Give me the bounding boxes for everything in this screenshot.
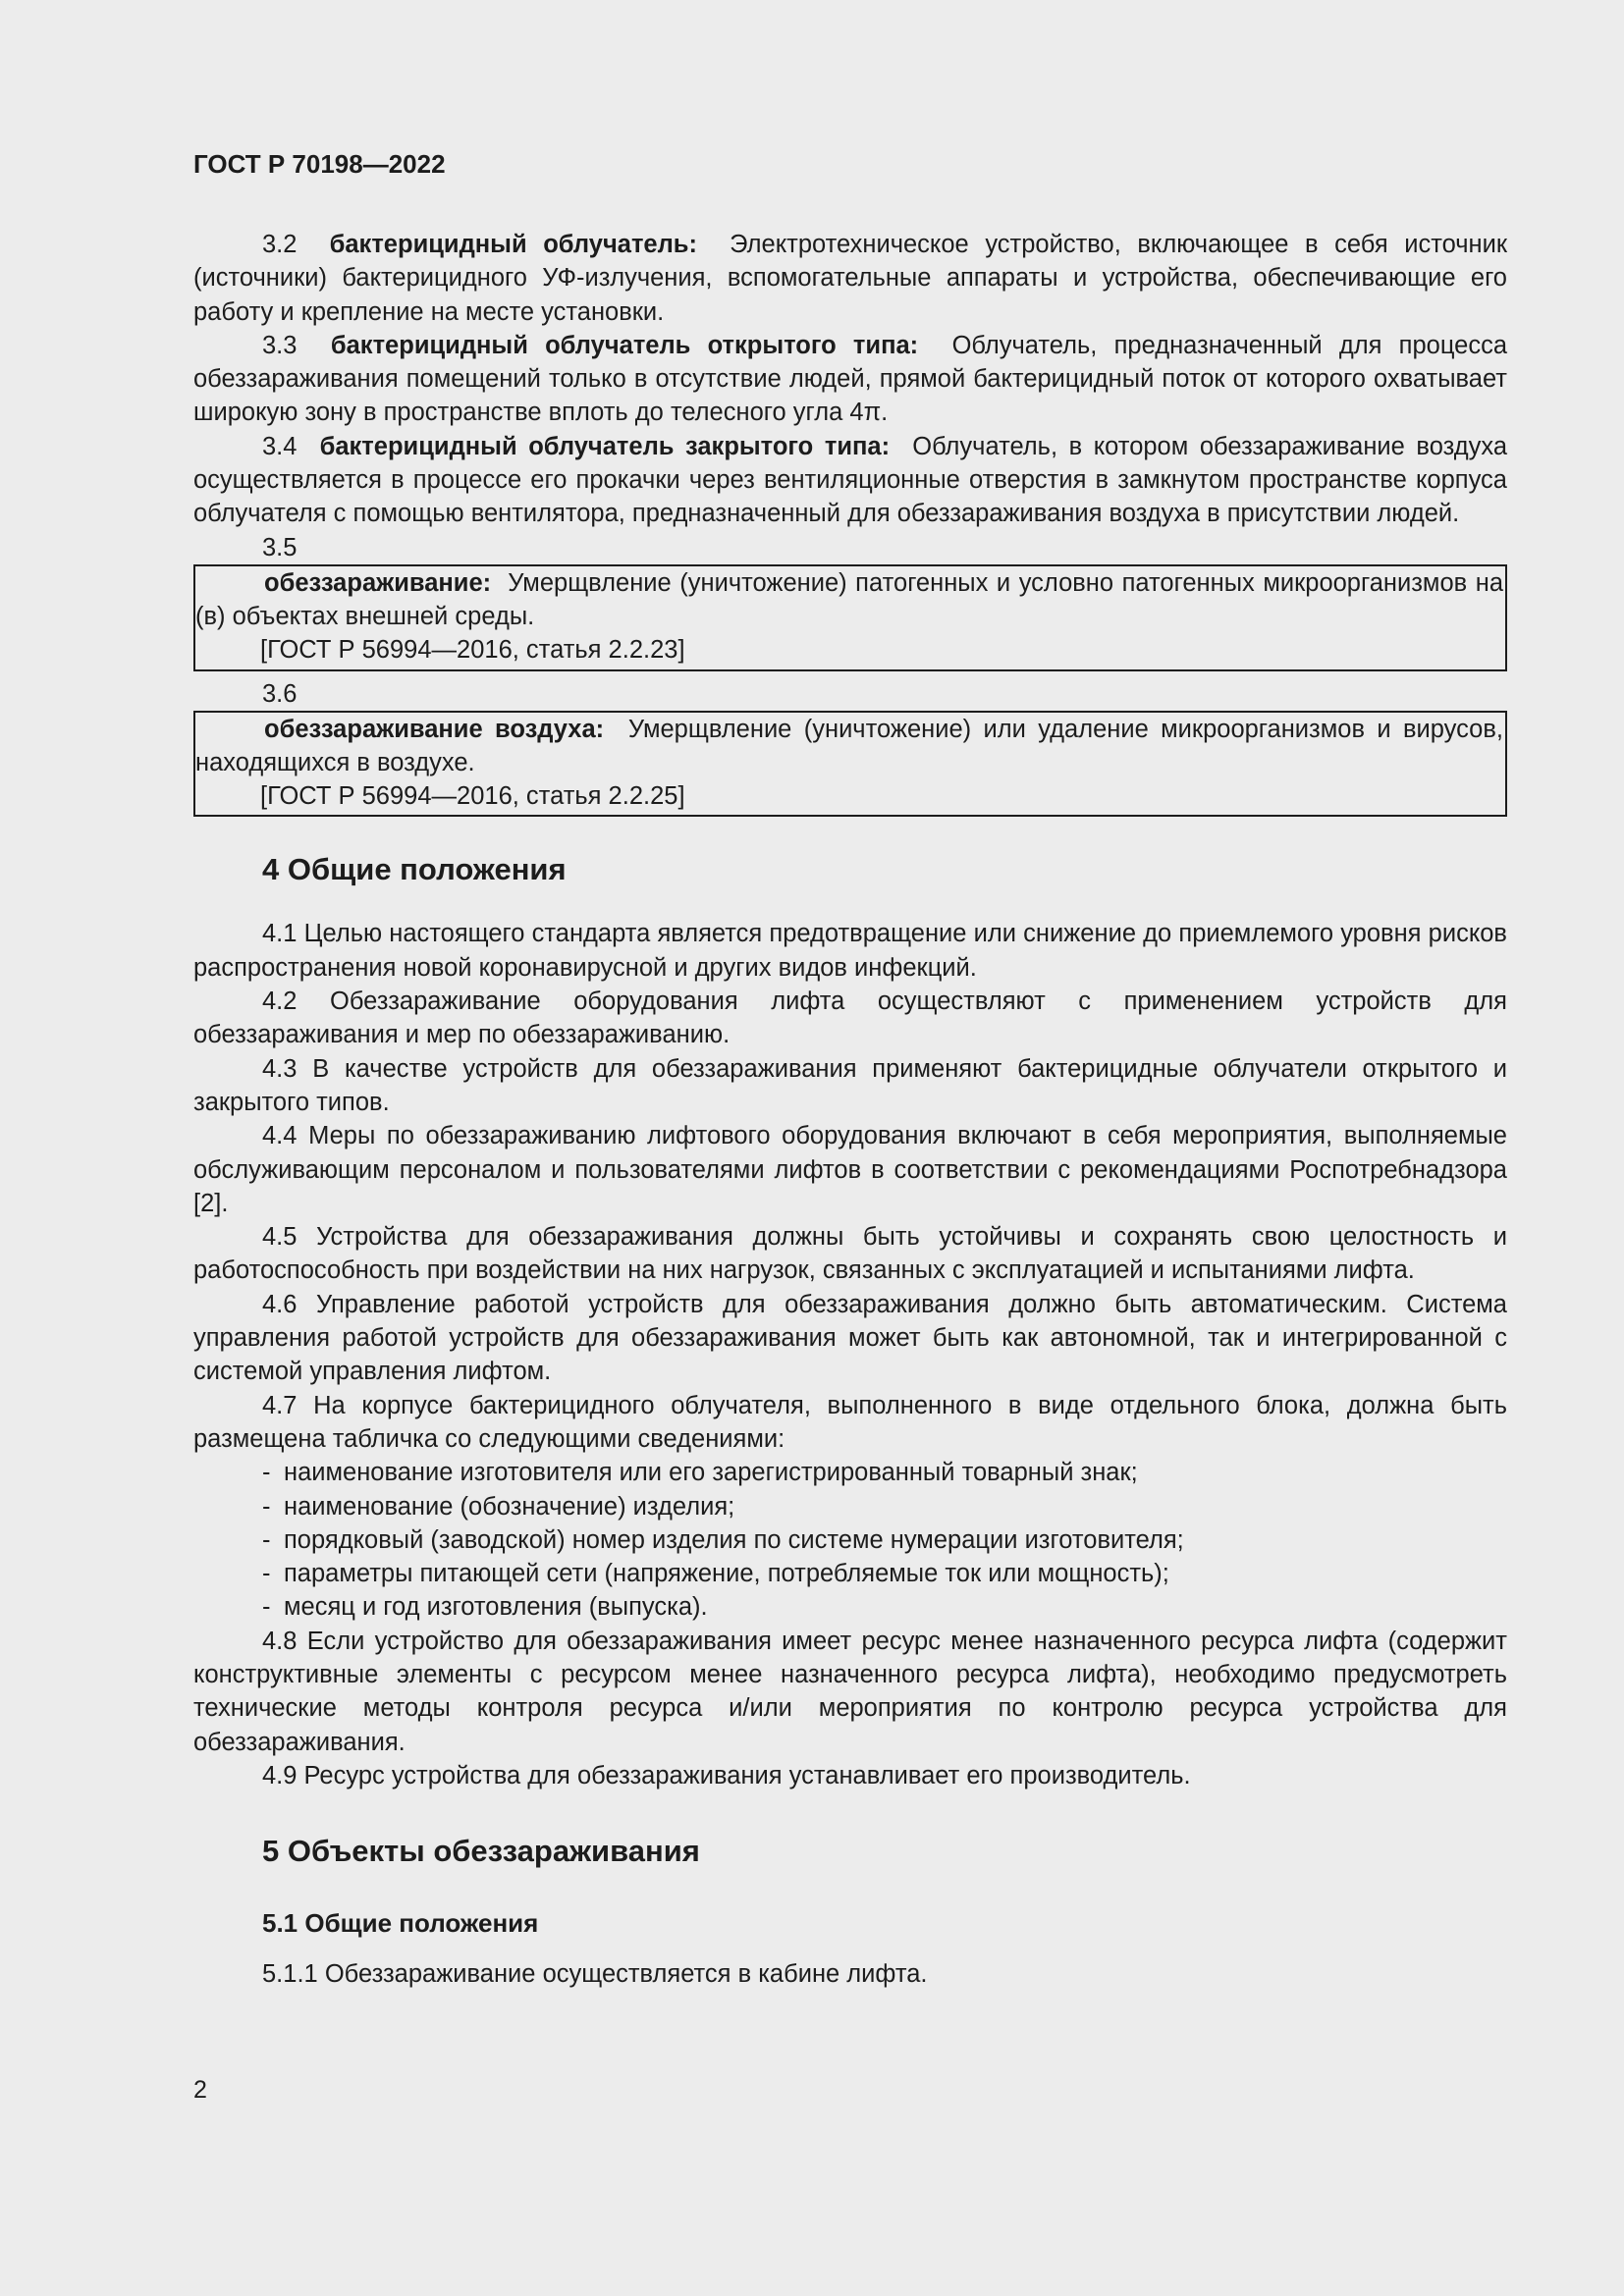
- term-3-3: [193, 329, 1507, 430]
- clause-text: Управление работой устройств для обеззараживания должно быть автоматическим. Система управления работой устройств для обеззараживания может быть как автономной, так и интегрированной с системой управления лифтом.: [193, 1290, 1507, 1386]
- clause-number: 3.2: [262, 231, 298, 258]
- clause-4-2: [193, 985, 1507, 1052]
- clause-4-8: [193, 1625, 1507, 1759]
- term-source: [ГОСТ Р 56994—2016, статья 2.2.23]: [260, 636, 685, 665]
- term-box-3-6: [193, 711, 1507, 818]
- clause-text: Устройства для обеззараживания должны быть устойчивы и сохранять свою целостность и работоспособность при воздействии на них нагрузок, связанных с эксплуатацией и испытаниями лифта.: [193, 1223, 1507, 1285]
- clause-4-6: [193, 1288, 1507, 1389]
- list-item-text: параметры питающей сети (напряжение, потребляемые ток или мощность);: [284, 1560, 1169, 1588]
- clause-number: 4.5: [262, 1223, 298, 1252]
- term-name: бактерицидный облучатель открытого типа:: [330, 331, 919, 359]
- section-heading-4: 4 Общие положения: [262, 852, 567, 887]
- clause-text: В качестве устройств для обеззараживания применяют бактерицидные облучатели открытого и закрытого типов.: [193, 1054, 1508, 1116]
- clause-text: На корпусе бактерицидного облучателя, выполненного в виде отдельного блока, должна быть размещена табличка со следующими сведениями:: [193, 1391, 1507, 1453]
- clause-number: 4.2: [262, 988, 298, 1016]
- clause-4-9: [193, 1759, 1507, 1792]
- clause-4-1: [193, 917, 1507, 985]
- clause-number: 3.6: [262, 679, 298, 708]
- term-definition: Умерщвление (уничтожение) патогенных и условно патогенных микроорганизмов на (в) объектах внешней среды.: [195, 568, 1503, 630]
- list-dash: -: [262, 1459, 271, 1487]
- section-heading-5: 5 Объекты обеззараживания: [262, 1834, 700, 1869]
- clause-number: 5.1.1: [262, 1960, 318, 1989]
- term-box-3-5: [193, 564, 1507, 671]
- clause-number: 4.4: [262, 1122, 298, 1150]
- clause-5-1-1: [193, 1957, 1507, 1991]
- clause-number: 4.8: [262, 1627, 298, 1655]
- page-number: 2: [193, 2076, 207, 2104]
- term-definition: Облучатель, в котором обеззараживание воздуха осуществляется в процессе его прокачки через вентиляционные отверстия в замкнутом пространстве корпуса облучателя с помощью вентилятора, предназначенный для обеззараживания воздуха в присутствии людей.: [193, 432, 1507, 528]
- list-item: [262, 1490, 1507, 1523]
- clause-number: 4.7: [262, 1391, 298, 1419]
- clause-number: 4.9: [262, 1761, 298, 1789]
- list-dash: -: [262, 1525, 271, 1554]
- term-definition: Облучатель, предназначенный для процесса обеззараживания помещений только в отсутствие людей, прямой бактерицидный поток от которого охватывает широкую зону в пространстве вплоть до телесного угла 4π.: [193, 331, 1507, 427]
- clause-text: Если устройство для обеззараживания имеет ресурс менее назначенного ресурса лифта (содержит конструктивные элементы с ресурсом менее назначенного ресурса лифта), необходимо предусмотреть технические методы контроля ресурса и/или мероприятия по контролю ресурса устройства для обеззараживания.: [193, 1627, 1507, 1756]
- clause-4-7: [193, 1389, 1507, 1457]
- list-dash: -: [262, 1560, 271, 1588]
- list-item: [262, 1557, 1507, 1590]
- page-content: [193, 139, 1507, 1991]
- term-name: обеззараживание:: [264, 568, 492, 597]
- subsection-heading-5-1: 5.1 Общие положения: [262, 1908, 539, 1939]
- clause-text: Обеззараживание оборудования лифта осуществляют с применением устройств для обеззараживания и мер по обеззараживанию.: [193, 988, 1507, 1049]
- clause-number: 4.1: [262, 920, 298, 948]
- list-item-text: наименование изготовителя или его зарегистрированный товарный знак;: [284, 1459, 1138, 1487]
- clause-number: 3.5: [262, 533, 298, 561]
- list-item-text: порядковый (заводской) номер изделия по системе нумерации изготовителя;: [284, 1525, 1184, 1554]
- list-item: [262, 1590, 1507, 1624]
- list-item-text: месяц и год изготовления (выпуска).: [284, 1593, 708, 1622]
- clause-4-5: [193, 1220, 1507, 1288]
- term-3-2: [193, 228, 1507, 329]
- clause-number: 4.6: [262, 1290, 298, 1318]
- list-item-text: наименование (обозначение) изделия;: [284, 1492, 735, 1521]
- term-definition: Умерщвление (уничтожение) или удаление микроорганизмов и вирусов, находящихся в воздухе.: [195, 715, 1504, 776]
- clause-number: 3.4: [262, 432, 298, 460]
- boxed-term-definition: [195, 566, 1505, 634]
- term-definition: Электротехническое устройство, включающее в себя источник (источники) бактерицидного УФ-излучения, вспомогательные аппараты и устройства, обеспечивающие его работу и крепление на месте установки.: [193, 231, 1508, 326]
- clause-text: Ресурс устройства для обеззараживания устанавливает его производитель.: [303, 1761, 1191, 1789]
- list-dash: -: [262, 1593, 271, 1622]
- clause-text: Обеззараживание осуществляется в кабине лифта.: [324, 1960, 928, 1989]
- document-code: ГОСТ Р 70198—2022: [193, 149, 446, 179]
- term-source: [ГОСТ Р 56994—2016, статья 2.2.25]: [260, 782, 685, 811]
- term-3-4: [193, 430, 1507, 531]
- clause-text: Меры по обеззараживанию лифтового оборудования включают в себя мероприятия, выполняемые обслуживающим персоналом и пользователями лифтов в соответствии с рекомендациями Роспотребнадзора [2].: [193, 1122, 1507, 1217]
- list-item: [262, 1456, 1507, 1489]
- term-name: бактерицидный облучатель:: [329, 231, 697, 258]
- clause-4-3: [193, 1052, 1507, 1120]
- clause-number: 4.3: [262, 1054, 298, 1083]
- boxed-term-definition: [195, 713, 1505, 780]
- term-name: обеззараживание воздуха:: [264, 715, 605, 743]
- term-name: бактерицидный облучатель закрытого типа:: [319, 432, 891, 460]
- label-info-list: [193, 1456, 1507, 1624]
- list-item: [262, 1523, 1507, 1557]
- clause-text: Целью настоящего стандарта является предотвращение или снижение до приемлемого уровня рисков распространения новой коронавирусной и других видов инфекций.: [193, 920, 1507, 982]
- clause-number: 3.3: [262, 331, 298, 359]
- list-dash: -: [262, 1492, 271, 1521]
- clause-4-4: [193, 1119, 1507, 1220]
